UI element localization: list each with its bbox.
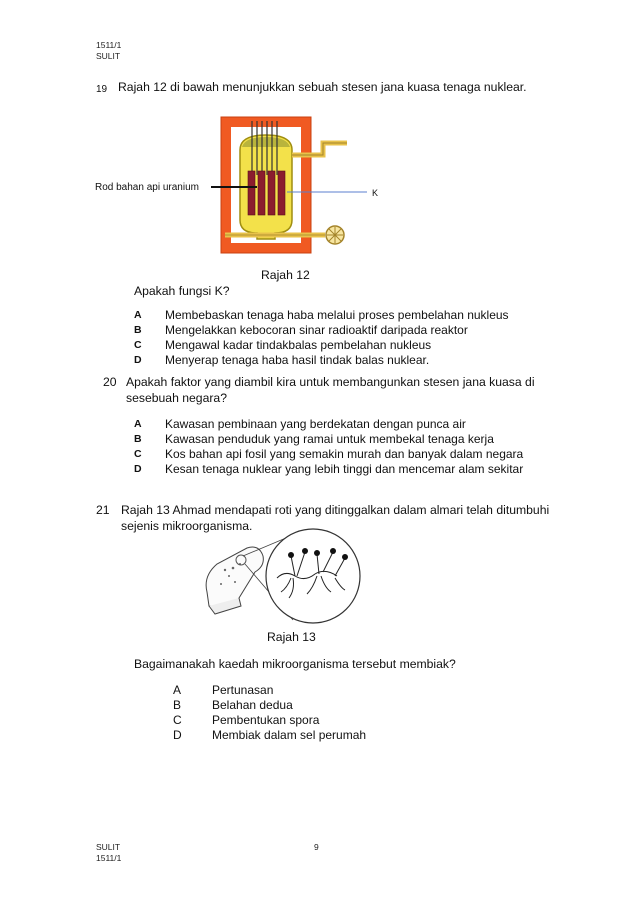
q19-prompt: Apakah fungsi K? [134,284,230,298]
q19-text: Rajah 12 di bawah menunjukkan sebuah stesen jana kuasa tenaga nuklear. [118,80,527,94]
q20-option-d-letter: D [134,463,142,475]
q19-option-b[interactable]: Mengelakkan kebocoran sinar radioaktif daripada reaktor [165,323,468,337]
footer-status: SULIT [96,842,121,852]
q20-option-b[interactable]: Kawasan penduduk yang ramai untuk membekal tenaga kerja [165,432,494,446]
q20-option-c-letter: C [134,448,142,460]
q21-option-a[interactable]: Pertunasan [212,683,274,697]
bread-mould-diagram [195,528,365,626]
q19-option-a-letter: A [134,309,142,321]
q19-number: 19 [96,84,108,95]
q21-prompt: Bagaimanakah kaedah mikroorganisma tersebut membiak? [134,657,456,671]
q21-option-c[interactable]: Pembentukan spora [212,713,320,727]
q21-option-b[interactable]: Belahan dedua [212,698,293,712]
q21-option-d-letter: D [173,728,182,742]
q20-option-c[interactable]: Kos bahan api fosil yang semakin murah dan banyak dalam negara [165,447,524,461]
q19-option-c[interactable]: Mengawal kadar tindakbalas pembelahan nukleus [165,338,432,352]
q21-number: 21 [96,503,110,517]
q19-option-a[interactable]: Membebaskan tenaga haba melalui proses pembelahan nukleus [165,308,509,322]
figure12-label: Rod bahan api uranium [95,182,199,193]
q20-option-a[interactable]: Kawasan pembinaan yang berdekatan dengan punca air [165,417,466,431]
q19-option-c-letter: C [134,339,142,351]
q21-line1: Rajah 13 Ahmad mendapati roti yang ditinggalkan dalam almari telah ditumbuhi [121,503,550,517]
header-code: 1511/1 [96,40,122,50]
q20-number: 20 [103,375,117,389]
q21-option-c-letter: C [173,713,182,727]
q20-option-a-letter: A [134,418,142,430]
figure12-mark: K [372,188,379,198]
q19-option-d[interactable]: Menyerap tenaga haba hasil tindak balas nuklear. [165,353,430,367]
q21-option-a-letter: A [173,683,182,697]
q20-option-b-letter: B [134,433,142,445]
header-status: SULIT [96,51,121,61]
q19-option-b-letter: B [134,324,142,336]
q20-line1: Apakah faktor yang diambil kira untuk membangunkan stesen jana kuasa di [126,375,535,389]
footer-code: 1511/1 [96,853,122,863]
page-number: 9 [314,842,319,852]
q20-line2: sesebuah negara? [126,391,227,405]
q19-option-d-letter: D [134,354,142,366]
q21-option-b-letter: B [173,698,182,712]
figure12-caption: Rajah 12 [261,268,310,282]
q21-line2: sejenis mikroorganisma. [121,519,253,533]
q21-option-d[interactable]: Membiak dalam sel perumah [212,728,367,742]
figure13-caption: Rajah 13 [267,630,316,644]
q20-option-d[interactable]: Kesan tenaga nuklear yang lebih tinggi dan mencemar alam sekitar [165,462,524,476]
